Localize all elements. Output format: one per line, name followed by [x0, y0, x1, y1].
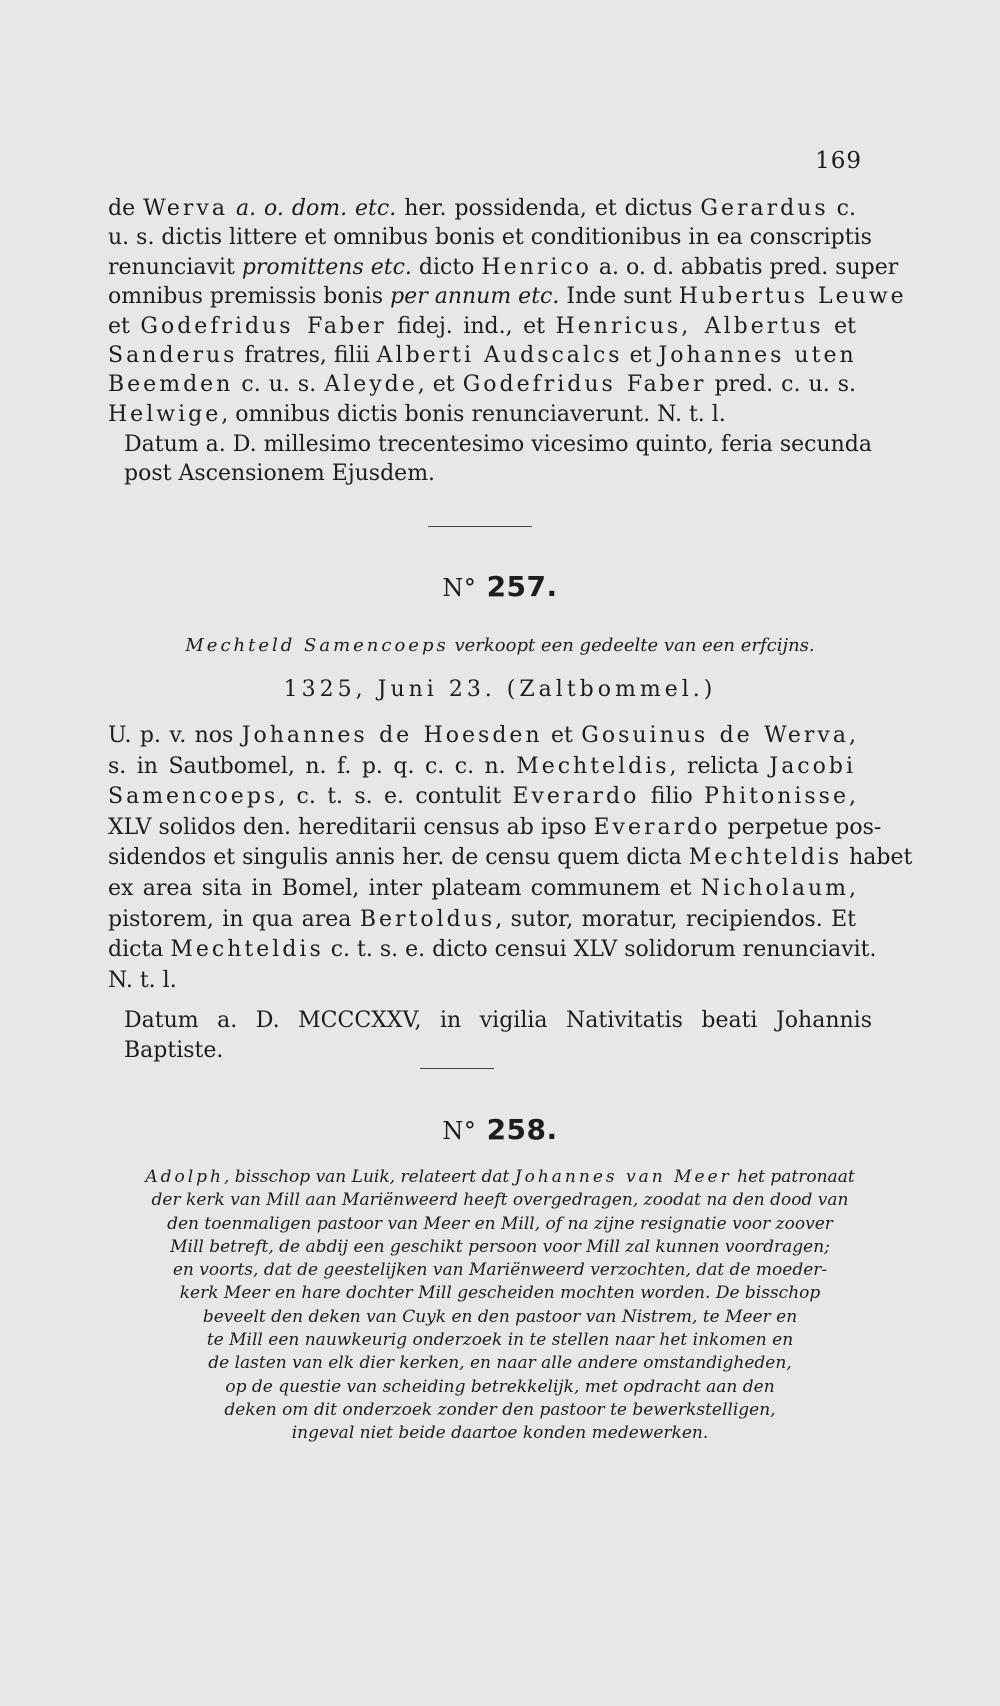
text-line: pistorem, in qua area Bertoldus, sutor, moratur, recipiendos. Et: [108, 906, 856, 932]
text-line: Datum a. D. millesimo trecentesimo vicesimo quinto, feria secunda: [124, 432, 872, 457]
spaced-name: Gosuinus de Werva: [581, 723, 849, 748]
text-line: kerk Meer en hare dochter Mill gescheiden mochten worden. De bisschop: [179, 1283, 821, 1304]
spaced-name: Phitonisse: [704, 784, 849, 810]
doc-257-datum: [108, 1006, 872, 1066]
doc-257-no-label: N°: [442, 574, 477, 602]
spaced-name: Mechteldis: [688, 845, 843, 871]
separator-rule: [428, 526, 532, 527]
text-line: Sanderus fratres, filii Alberti Audscalcs et Johannes uten: [108, 343, 857, 369]
spaced-name: Adolph: [145, 1167, 224, 1187]
spaced-name: Sanderus: [108, 343, 238, 369]
text-line: post Ascensionem Ejusdem.: [124, 461, 436, 487]
spaced-name: Henrico: [481, 254, 592, 280]
doc-257-heading: [0, 570, 1000, 603]
page-number: 169: [815, 148, 862, 174]
spaced-name: Everardo: [593, 814, 721, 840]
spaced-name: Helwige: [108, 401, 222, 427]
text-line: ex area sita in Bomel, inter plateam communem et Nicholaum,: [108, 875, 856, 901]
text-line: Helwige, omnibus dictis bonis renunciaverunt. N. t. l.: [108, 401, 726, 427]
doc-258-heading: [0, 1113, 1000, 1146]
text-line: Samencoeps, c. t. s. e. contulit Everardo filio Phitonisse,: [108, 784, 856, 810]
text-line: u. s. dictis littere et omnibus bonis et conditionibus in ea conscriptis: [108, 225, 872, 251]
continued-charter-datum: [108, 430, 872, 489]
spaced-name: Alberti Audscalcs: [376, 343, 623, 369]
spaced-name: Johannes de Hoesden: [241, 723, 543, 748]
spaced-name: Everardo: [512, 784, 640, 810]
text-line: der kerk van Mill aan Mariënweerd heeft overgedragen, zoodat na den dood van: [151, 1190, 849, 1211]
text-line: en voorts, dat de geestelijken van Mariënweerd verzochten, dat de moeder-: [172, 1260, 828, 1281]
text-line: de Werva a. o. dom. etc. her. possidenda, et dictus Gerardus c.: [108, 196, 856, 221]
text-line: sidendos et singulis annis her. de censu quem dicta Mechteldis habet: [108, 845, 913, 871]
doc-258-summary: [0, 1166, 1000, 1446]
spaced-name: Bertoldus: [359, 906, 496, 932]
spaced-name: Johannes uten: [658, 343, 857, 369]
text-line: renunciavit promittens etc. dicto Henrico a. o. d. abbatis pred. super: [108, 254, 899, 280]
text-line: s. in Sautbomel, n. f. p. q. c. c. n. Mechteldis, relicta Jacobi: [108, 753, 856, 779]
text-line: beveelt den deken van Cuyk en den pastoor van Nistrem, te Meer en: [202, 1306, 798, 1327]
spaced-name: Samencoeps: [108, 784, 279, 810]
text-line: N. t. l.: [108, 967, 177, 993]
spaced-name: Henricus, Albertus: [555, 313, 824, 339]
doc-257-body: [108, 721, 913, 996]
continued-charter-text: [108, 194, 907, 429]
separator-rule: [420, 1068, 494, 1069]
spaced-name: Mechteld Samencoeps: [185, 635, 449, 656]
text-line: Mill betreft, de abdij een geschikt persoon voor Mill zal kunnen voordragen;: [170, 1236, 830, 1257]
spaced-name: Mechteldis: [516, 753, 670, 779]
spaced-name: Godefridus Faber: [462, 372, 707, 398]
text-line: te Mill een nauwkeurig onderzoek in te stellen naar het inkomen en: [206, 1330, 794, 1351]
spaced-name: Hubertus Leuwe: [678, 284, 907, 310]
spaced-name: Gerardus: [700, 196, 829, 221]
italic-phrase: a. o. dom. etc.: [235, 196, 397, 221]
spaced-name: Beemden: [108, 372, 234, 398]
text-line: XLV solidos den. hereditarii census ab ipso Everardo perpetue pos-: [108, 814, 882, 840]
text-line: de lasten van elk dier kerken, en naar alle andere omstandigheden,: [208, 1353, 792, 1374]
text-line: et Godefridus Faber fidej. ind., et Henricus, Albertus et: [108, 313, 857, 339]
italic-phrase: promittens etc.: [241, 254, 412, 280]
text-line: U. p. v. nos Johannes de Hoesden et Gosuinus de Werva,: [108, 723, 856, 748]
text-line: op de questie van scheiding betrekkelijk, met opdracht aan den: [225, 1376, 775, 1397]
spaced-name: Jacobi: [769, 753, 856, 779]
spaced-name: Johannes van Meer: [514, 1167, 732, 1187]
text-line: ingeval niet beide daartoe konden medewerken.: [291, 1423, 709, 1444]
text-line: Mechteld Samencoeps verkoopt een gedeelte van een erfcijns.: [185, 635, 815, 656]
spaced-name: Godefridus Faber: [140, 313, 387, 339]
doc-257-number: 257.: [486, 570, 558, 603]
italic-phrase: per annum etc.: [390, 284, 560, 310]
text-line: deken om dit onderzoek zonder den pastoor te bewerkstelligen,: [224, 1399, 776, 1420]
doc-257-summary: [0, 634, 1000, 657]
text-line: Beemden c. u. s. Aleyde, et Godefridus Faber pred. c. u. s.: [108, 372, 857, 398]
text-line: Baptiste.: [124, 1038, 224, 1063]
doc-258-no-label: N°: [442, 1117, 477, 1145]
spaced-name: Aleyde: [324, 372, 418, 398]
text-line: Datum a. D. MCCCXXV, in vigilia Nativitatis beati Johannis: [124, 1008, 872, 1033]
text-line: den toenmaligen pastoor van Meer en Mill, of na zijne resignatie voor zoover: [167, 1213, 833, 1234]
spaced-name: Mechteldis: [170, 937, 324, 963]
text-line: omnibus premissis bonis per annum etc. Inde sunt Hubertus Leuwe: [108, 284, 907, 310]
spaced-name: Nicholaum: [700, 875, 849, 901]
spaced-name: Werva: [143, 196, 228, 221]
text-line: dicta Mechteldis c. t. s. e. dicto censui XLV solidorum renunciavit.: [108, 937, 877, 963]
doc-258-number: 258.: [486, 1113, 558, 1146]
doc-257-dateline: 1325, Juni 23. (Zaltbommel.): [283, 677, 717, 702]
text-line: Adolph, bisschop van Luik, relateert dat Johannes van Meer het patronaat: [145, 1167, 855, 1187]
